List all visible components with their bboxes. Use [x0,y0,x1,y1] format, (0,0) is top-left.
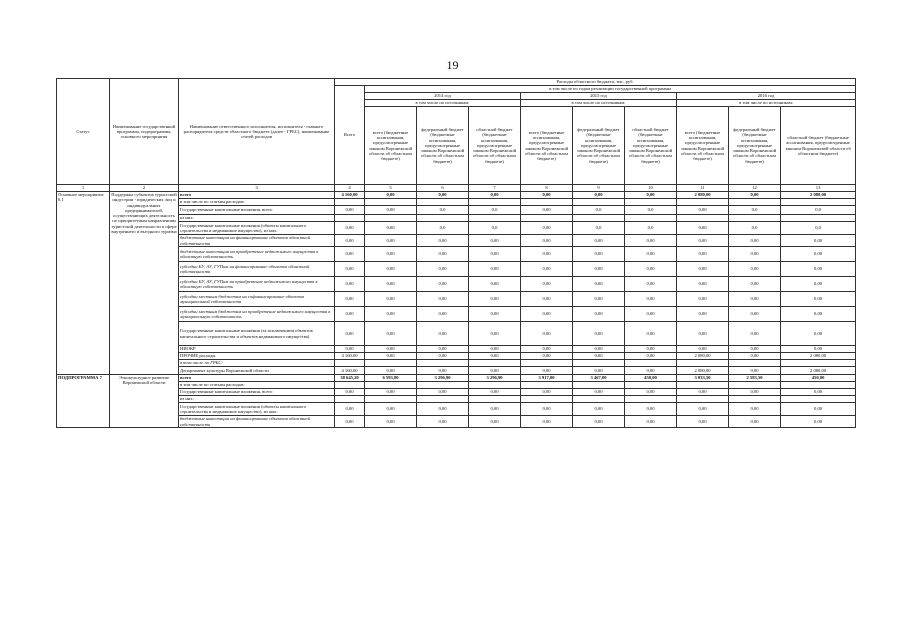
row-value: 0,00 [335,235,365,247]
row-value: 0,0 [781,206,856,215]
row-value [781,215,856,222]
row-value: 0,00 [729,367,781,375]
header-year-2014: 2014 год [365,93,521,100]
row-value [625,199,677,206]
header-sub-total-2016: всего (бюджетные ассигнования, предусмотренные законом Воронежской области об областном бюджете) [677,107,729,185]
row-value [521,382,573,389]
table-header [57,79,856,192]
row-value [625,382,677,389]
row-value [781,396,856,403]
row-value [521,199,573,206]
row-value: 0,00 [625,247,677,262]
row-value: 0,00 [677,322,729,346]
row-value: 4 160,00 [335,192,365,199]
row-value: 0,00 [365,262,417,277]
row-value: 0,00 [625,353,677,360]
column-number: 7 [469,185,521,192]
row-value [729,382,781,389]
row-value [335,215,365,222]
row-value: 2 583,50 [729,375,781,382]
row-value: 0,00 [729,292,781,307]
row-value [469,382,521,389]
row-value: 2 080,00 [781,192,856,199]
row-expense-label: бюджетные инвестиции на приобретение недвижимого имущества в областную собственность [179,247,335,262]
row-expense-label: субсидии местным бюджетам на софинансирование объектов муниципальной собственности [179,292,335,307]
row-value: 0,00 [729,192,781,199]
row-value: 0,00 [521,206,573,215]
column-number: 2 [110,185,179,192]
row-value: 0,00 [469,322,521,346]
row-value: 0,00 [781,247,856,262]
row-expense-label: в том числе по ГРБС: [179,360,335,367]
row-value: 0,00 [469,367,521,375]
column-number: 6 [417,185,469,192]
header-program-name: Наименование государственной программы, подпрограммы, основного мероприятия [110,79,179,185]
row-value: 0,00 [335,307,365,322]
row-value: 0,00 [625,277,677,292]
row-expense-label: в том числе по статьям расходов: [179,382,335,389]
row-expense-label: из них: [179,396,335,403]
row-value [573,360,625,367]
row-expense-label: субсидии местным бюджетам на приобретение недвижимого имущества в муниципальную собственность [179,307,335,322]
row-value: 0,00 [521,307,573,322]
row-value [417,382,469,389]
column-number: 4 [335,185,365,192]
row-value: 4 160,00 [335,367,365,375]
header-sources-2015: в том числе по источникам: [521,100,677,107]
row-value: 4 160,00 [335,353,365,360]
row-value: 0,00 [677,222,729,235]
row-value [625,360,677,367]
row-value: 0,00 [521,277,573,292]
row-value: 0,00 [335,322,365,346]
row-expense-label: Государственные капитальные вложения, всего [179,389,335,396]
row-value: 0,00 [573,262,625,277]
row-value [625,396,677,403]
column-number: 13 [781,185,856,192]
row-value [781,199,856,206]
row-value [365,396,417,403]
row-value: 0,00 [781,403,856,416]
row-value: 0,00 [469,262,521,277]
row-value: 0,00 [625,346,677,353]
row-value: 0,00 [573,292,625,307]
row-value: 0,00 [365,346,417,353]
row-value: 0,00 [469,277,521,292]
row-value: 0,00 [469,235,521,247]
row-value [729,360,781,367]
row-value: 0,00 [469,389,521,396]
row-value: 3 296,90 [469,375,521,382]
row-value: 0,00 [521,416,573,428]
row-value: 0,00 [729,277,781,292]
header-year-2015: 2015 год [521,93,677,100]
row-value: 2 080,00 [781,353,856,360]
row-value [677,360,729,367]
row-value: 0,00 [573,346,625,353]
header-sub-regional-2014: областной бюджет (бюджетные ассигнования, предусмотренные законом Воронежской области об областном бюджете) [469,107,521,185]
row-value: 0,00 [573,353,625,360]
row-value: 0,00 [781,389,856,396]
row-value: 0,00 [729,235,781,247]
row-value [521,360,573,367]
row-value: 0,00 [625,416,677,428]
row-value: 0,00 [625,307,677,322]
row-expense-label: бюджетные инвестиции на финансирование объектов областной собственности [179,416,335,428]
row-expense-label: Государственные капитальные вложения (объекты капитального строительства и недвижимое имущество), из них: [179,403,335,416]
header-expenses-title: Расходы областного бюджета, тыс. руб. [335,79,856,86]
row-value: 3 033,50 [677,375,729,382]
row-value [469,215,521,222]
row-value: 0,00 [729,307,781,322]
row-value: 0,00 [417,322,469,346]
row-value: 0,00 [573,367,625,375]
row-value: 0,00 [677,403,729,416]
header-sub-total-2015: всего (бюджетные ассигнования, предусмотренные законом Воронежской области об областном бюджете) [521,107,573,185]
row-value: 0,00 [625,192,677,199]
row-value: 0,00 [417,307,469,322]
row-value: 0,0 [417,206,469,215]
column-number: 1 [57,185,110,192]
row-value: 0,00 [573,247,625,262]
row-value: 0,0 [729,222,781,235]
row-value: 0,00 [365,292,417,307]
row-value: 0,00 [729,247,781,262]
row-value: 0,00 [573,322,625,346]
row-value [573,215,625,222]
row-value: 0,00 [335,247,365,262]
header-sub-federal-2014: федеральный бюджет (бюджетные ассигнования, предусмотренные законом Воронежской области об областном бюджете) [417,107,469,185]
row-value: 0,00 [521,262,573,277]
row-value: 0,00 [677,247,729,262]
row-value: 0,00 [417,292,469,307]
row-value: 0,00 [365,192,417,199]
row-value [781,360,856,367]
table-row [57,375,856,382]
row-value: 0,00 [335,206,365,215]
header-sub-regional-2015: областной бюджет (бюджетные ассигнования, предусмотренные законом Воронежской области об областном бюджете) [625,107,677,185]
row-value [365,215,417,222]
row-value: 0,00 [677,262,729,277]
column-number: 9 [573,185,625,192]
row-expense-label: всего [179,192,335,199]
row-value: 0,00 [625,262,677,277]
row-value [469,396,521,403]
row-value: 0,00 [417,353,469,360]
column-number: 3 [179,185,335,192]
row-value: 0,00 [365,247,417,262]
row-value: 0,00 [335,292,365,307]
row-value: 0,00 [781,277,856,292]
row-value [729,199,781,206]
header-sub-regional-2016: областной бюджет (бюджетные ассигнования, предусмотренные законом Воронежской области об областном бюджете) [781,107,856,185]
row-value [417,360,469,367]
row-value: 0,00 [335,346,365,353]
row-value: 0,00 [521,353,573,360]
row-value: 0,00 [677,416,729,428]
row-value [365,382,417,389]
row-expense-label: Государственные капитальные вложения, всего [179,206,335,215]
header-year-2016: 2016 год [677,93,856,100]
row-value: 0,0 [417,222,469,235]
row-value: 0,00 [625,403,677,416]
row-value: 0,00 [677,307,729,322]
row-value: 0,00 [417,367,469,375]
row-value [781,382,856,389]
row-value: 0,0 [625,206,677,215]
row-value [677,382,729,389]
row-value [417,215,469,222]
row-program-name: Поддержка субъектов туристской индустрии - юридических лиц и индивидуальных предпринимателей, осуществляющих деятельность по приоритетным направлениям туристской деятельности в сфере внутреннего и въездного туризма [110,192,179,375]
row-value [521,396,573,403]
row-value: 0,00 [469,247,521,262]
row-value [729,215,781,222]
row-value [625,215,677,222]
row-value: 2 080,00 [677,367,729,375]
row-expense-label: Государственные капитальные вложения (объекты капитального строительства и недвижимое имущество), из них: [179,222,335,235]
row-value: 0,0 [729,206,781,215]
row-value: 0,00 [521,222,573,235]
row-value: 38 645,20 [335,375,365,382]
row-value [729,396,781,403]
row-value: 0,00 [335,389,365,396]
row-value: 0,00 [335,403,365,416]
row-value: 0,00 [781,322,856,346]
column-number: 11 [677,185,729,192]
row-value: 6 593,80 [365,375,417,382]
row-value: 0,00 [625,322,677,346]
row-value: 0,00 [365,353,417,360]
row-value [573,382,625,389]
row-expense-label: ПРОЧИЕ расходы [179,353,335,360]
row-value: 0,00 [417,192,469,199]
row-value: 0,00 [781,262,856,277]
row-value: 0,00 [469,416,521,428]
header-sources-2014: в том числе по источникам: [365,100,521,107]
row-value: 0,00 [677,206,729,215]
row-value [335,382,365,389]
row-value: 0,00 [469,346,521,353]
row-expense-label: НИОКР [179,346,335,353]
row-value: 0,00 [677,292,729,307]
row-value: 0,00 [573,416,625,428]
row-expense-label: субсидии БУ, АУ, ГУПам на финансирование объектов областной собственности [179,262,335,277]
row-value [335,396,365,403]
column-number: 5 [365,185,417,192]
row-value: 0,00 [521,346,573,353]
row-value: 0,00 [365,206,417,215]
row-value: 0,00 [521,235,573,247]
header-executor: Наименование ответственного исполнителя, исполнителя - главного распорядителя средств областного бюджета (далее - ГРБС), наименование статей расходов [179,79,335,185]
row-value [677,215,729,222]
row-value: 0,00 [625,235,677,247]
row-value [417,199,469,206]
row-value: 0,00 [729,346,781,353]
row-value: 0,00 [417,277,469,292]
row-value: 0,00 [365,222,417,235]
row-value: 0,00 [781,346,856,353]
row-value: 0,00 [521,322,573,346]
row-value: 450,00 [625,375,677,382]
row-value [573,396,625,403]
row-value [335,199,365,206]
row-value: 0,00 [365,307,417,322]
column-number: 12 [729,185,781,192]
row-value [335,360,365,367]
row-value: 0,00 [521,389,573,396]
row-value: 0,00 [781,292,856,307]
row-value: 0,00 [469,353,521,360]
row-value: 0,00 [365,403,417,416]
row-value: 0,00 [677,235,729,247]
row-value: 0,00 [417,235,469,247]
header-sub-total-2014: всего (бюджетные ассигнования, предусмотренные законом Воронежской области об областном бюджете) [365,107,417,185]
row-value: 0,00 [417,416,469,428]
row-value: 0,00 [729,262,781,277]
row-expense-label: бюджетные инвестиции на финансирование объектов областной собственности [179,235,335,247]
row-expense-label: субсидии БУ, АУ, ГУПам на приобретение недвижимого имущества в областную собственность [179,277,335,292]
row-value: 0,0 [469,206,521,215]
page-number: 19 [446,58,459,72]
row-value: 3 296,90 [417,375,469,382]
row-value: 0,00 [365,367,417,375]
header-sub-federal-2016: федеральный бюджет (бюджетные ассигнования, предусмотренные законом Воронежской области об областном бюджете) [729,107,781,185]
row-value [365,360,417,367]
row-value [469,360,521,367]
row-value [417,396,469,403]
row-status: ПОДПРОГРАММА 7 [57,375,110,428]
row-expense-label: из них: [179,215,335,222]
row-value: 0,00 [573,277,625,292]
header-total: Всего [335,86,365,185]
row-value: 0,00 [781,307,856,322]
row-value: 0,00 [677,389,729,396]
row-expense-label: Государственные капитальные вложения (за исключением объектов капитального строительства и объектов недвижимого имущества) [179,322,335,346]
row-value: 0,00 [521,247,573,262]
row-value [469,199,521,206]
row-expense-label: в том числе по статьям расходов: [179,199,335,206]
row-value: 0,00 [335,277,365,292]
row-value: 0,00 [469,192,521,199]
budget-table [56,78,856,428]
row-value: 0,00 [469,307,521,322]
row-value: 0,00 [781,235,856,247]
row-value: 0,00 [335,222,365,235]
row-value: 0,00 [625,367,677,375]
row-value: 0,00 [335,416,365,428]
column-number: 10 [625,185,677,192]
row-value: 0,00 [729,403,781,416]
row-program-name: Этнокультурное развитие Воронежской области [110,375,179,428]
row-value: 0,00 [521,403,573,416]
row-value [677,199,729,206]
row-value: 0,00 [573,403,625,416]
row-value: 0,00 [625,292,677,307]
row-value: 0,00 [729,353,781,360]
row-value: 0,00 [677,346,729,353]
row-value: 0,0 [625,222,677,235]
row-value: 0,00 [365,416,417,428]
column-number: 8 [521,185,573,192]
row-value: 0,00 [573,389,625,396]
row-value: 0,0 [469,222,521,235]
row-value: 0,00 [677,277,729,292]
row-value: 2 080,00 [677,353,729,360]
row-value [521,215,573,222]
row-value: 0,0 [781,222,856,235]
row-value: 0,00 [417,262,469,277]
row-value: 0,00 [365,322,417,346]
row-value: 0,00 [335,262,365,277]
row-value: 0,00 [417,403,469,416]
row-value: 0,00 [365,389,417,396]
header-sub-federal-2015: федеральный бюджет (бюджетные ассигнования, предусмотренные законом Воронежской области об областном бюджете) [573,107,625,185]
row-expense-label: Департамент культуры Воронежской области [179,367,335,375]
row-value: 2 080,00 [677,192,729,199]
row-value: 0,00 [365,277,417,292]
row-value: 0,0 [573,222,625,235]
row-value: 0,00 [521,192,573,199]
row-value: 0,00 [417,247,469,262]
row-value: 0,00 [729,389,781,396]
row-status: Основное мероприятие 6.1 [57,192,110,375]
row-value: 0,00 [729,322,781,346]
row-value: 2 080,00 [781,367,856,375]
row-value [365,199,417,206]
header-sources-2016: в том числе по источникам: [677,100,856,107]
row-value: 0,00 [417,389,469,396]
row-value [677,396,729,403]
row-value: 0,0 [573,206,625,215]
row-value [573,199,625,206]
row-value: 450,00 [781,375,856,382]
row-value: 0,00 [365,235,417,247]
row-value: 0,00 [521,367,573,375]
row-value: 0,00 [469,403,521,416]
row-value: 0,00 [417,346,469,353]
table-body [57,192,856,428]
header-by-years: в том числе по годам реализации государственной программы [365,86,856,93]
row-expense-label: всего [179,375,335,382]
row-value: 0,00 [729,416,781,428]
row-value: 0,00 [781,416,856,428]
row-value: 0,00 [573,192,625,199]
row-value: 0,00 [625,389,677,396]
row-value: 0,00 [521,292,573,307]
row-value: 3 467,00 [573,375,625,382]
header-status: Статус [57,79,110,185]
table-row [57,192,856,199]
row-value: 0,00 [469,292,521,307]
row-value: 0,00 [573,307,625,322]
column-numbers-row [57,185,856,192]
row-value: 0,00 [573,235,625,247]
row-value: 3 917,00 [521,375,573,382]
